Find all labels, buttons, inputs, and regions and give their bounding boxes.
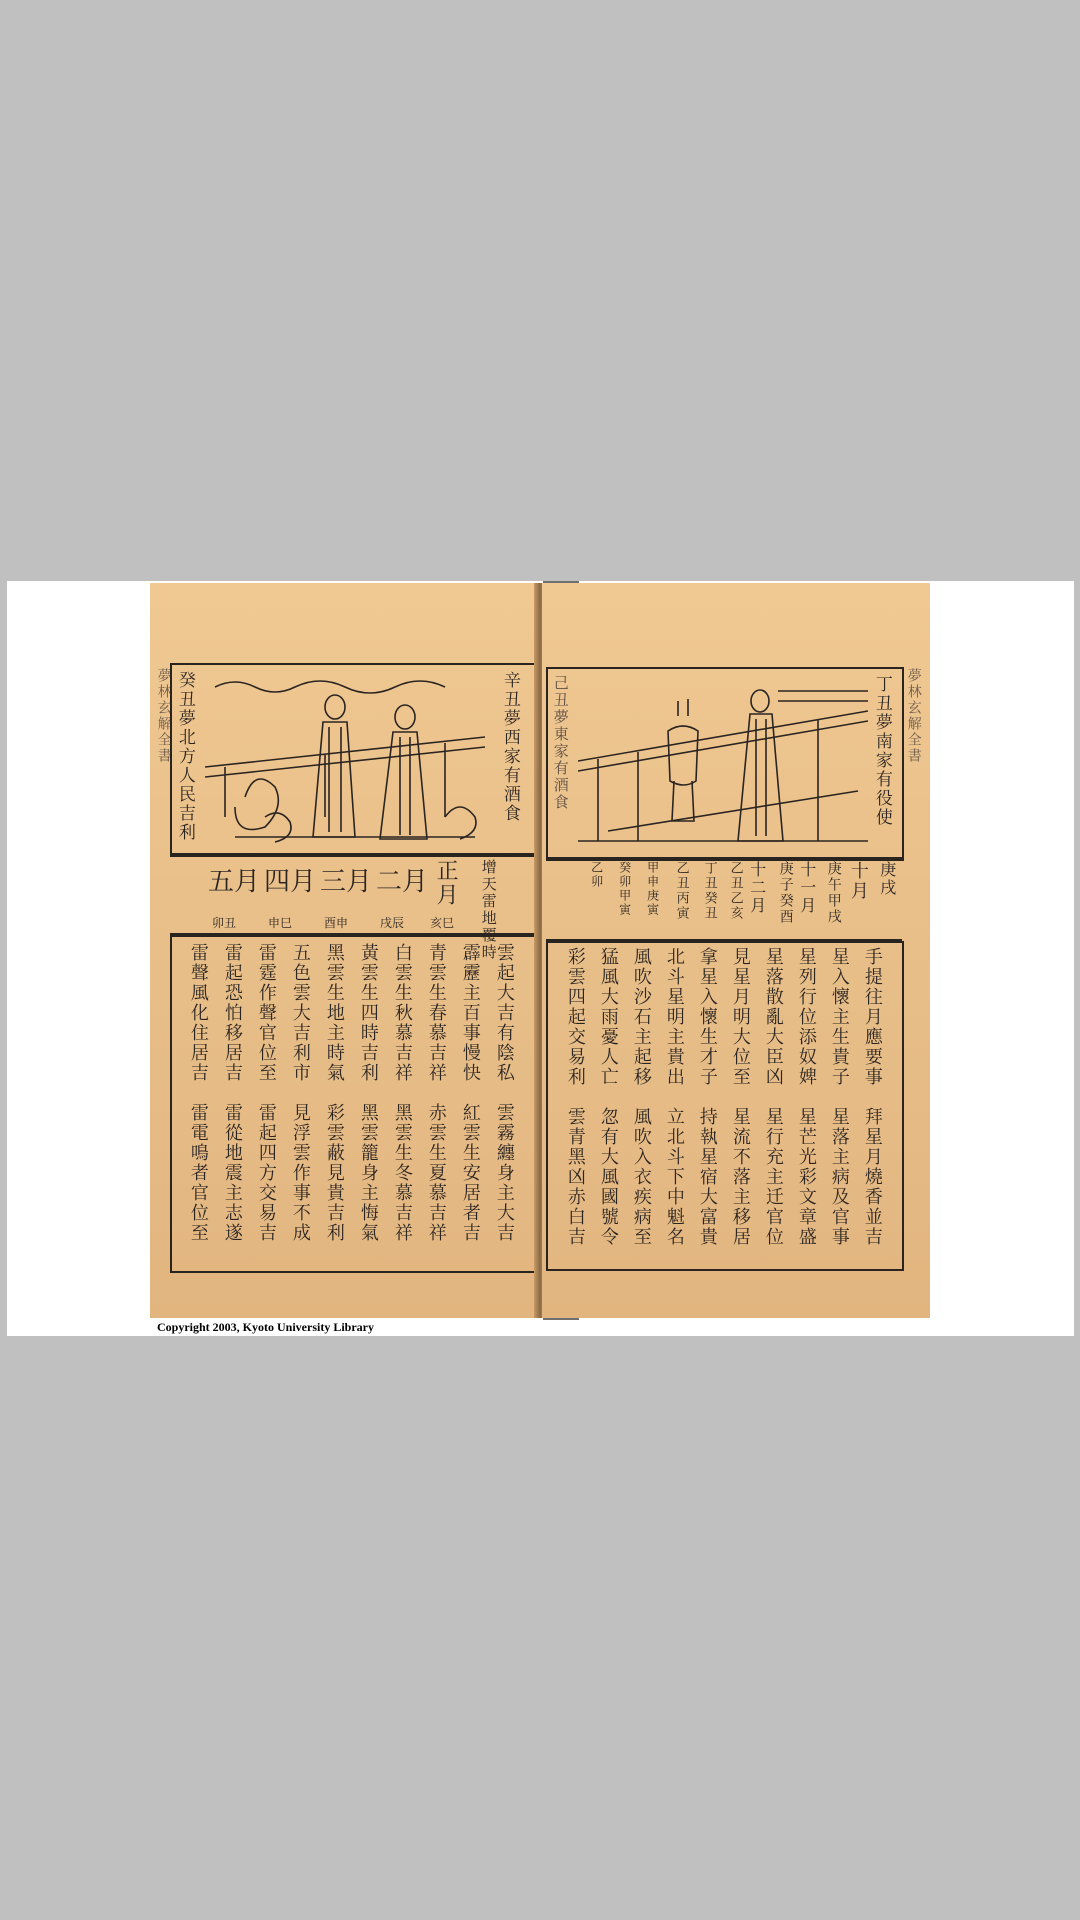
right-far-label: 庚戌 (877, 861, 897, 897)
month-branches: 酉申 (324, 916, 349, 930)
right-text-column-lower: 立北斗下中魁名 (663, 1107, 685, 1247)
left-page-edge-title: 夢林玄解全書 (155, 668, 172, 764)
left-text-column: 雲起大吉有陰私 (493, 943, 515, 1083)
right-month-column-sub: 乙丑乙亥 (727, 861, 743, 921)
left-text-column: 黃雲生四時吉利 (357, 943, 379, 1083)
right-text-column-lower: 持執星宿大富貴 (696, 1107, 718, 1247)
right-month-column-sub: 庚午甲戌 (825, 861, 842, 925)
left-text-column: 黑雲生地主時氣 (323, 943, 345, 1083)
month-branches: 戌辰 (380, 916, 405, 930)
left-text-column-lower: 見浮雲作事不成 (289, 1103, 311, 1243)
left-text-column: 雷聲風化住居吉 (187, 943, 209, 1083)
right-illustration-caption-right: 丁丑夢南家有役使 (871, 675, 892, 827)
right-month-column: 乙丑丙寅 (673, 861, 689, 921)
right-illustration-caption-left: 己丑夢東家有酒食 (551, 675, 570, 811)
right-text-column: 星列行位添奴婢 (795, 947, 817, 1087)
left-text-column-lower: 雷起四方交易吉 (255, 1103, 277, 1243)
month-label: 五月 (208, 867, 261, 897)
right-text-column-lower: 星芒光彩文章盛 (795, 1107, 817, 1247)
left-illustration-caption-right: 辛丑夢西家有酒食 (499, 671, 520, 823)
left-text-column-lower: 彩雲蔽見貴吉利 (323, 1103, 345, 1243)
left-month-cell (316, 857, 372, 931)
right-text-column-lower: 忽有大風國號令 (597, 1107, 619, 1247)
left-text-column: 白雲生秋慕吉祥 (391, 943, 413, 1083)
right-month-column: 十月 (847, 861, 869, 901)
copyright-caption: Copyright 2003, Kyoto University Library (157, 1320, 374, 1334)
left-text-column: 霹靂主百事慢快 (459, 943, 481, 1083)
left-text-column-lower: 雲霧纏身主大吉 (493, 1103, 515, 1243)
left-text-column: 雷起恐怕移居吉 (221, 943, 243, 1083)
right-text-column-lower: 風吹入衣疾病至 (630, 1107, 652, 1247)
left-month-cell (204, 857, 260, 931)
right-text-column: 彩雲四起交易利 (564, 947, 586, 1087)
left-text-column-lower: 雷電鳴者官位至 (187, 1103, 209, 1243)
right-page-edge-title: 夢林玄解全書 (905, 668, 922, 764)
right-text-column-lower: 星行充主迁官位 (762, 1107, 784, 1247)
month-branches: 亥巳 (430, 916, 455, 930)
right-month-row-top-border (546, 857, 902, 859)
month-label: 正月 (433, 859, 459, 907)
right-text-column: 風吹沙石主起移 (630, 947, 652, 1087)
right-text-column-lower: 拜星月燒香並吉 (861, 1107, 883, 1247)
month-branches: 卯丑 (212, 916, 237, 930)
left-text-column-lower: 雷從地震主志遂 (221, 1103, 243, 1243)
left-text-column: 青雲生春慕吉祥 (425, 943, 447, 1083)
left-month-row-top-border (170, 853, 534, 855)
right-month-column: 乙卯 (589, 861, 604, 889)
month-branches: 申巳 (268, 916, 293, 930)
left-month-cell (430, 857, 468, 931)
right-text-column-lower: 星流不落主移居 (729, 1107, 751, 1247)
right-month-column: 甲申庚寅 (645, 861, 660, 917)
right-month-column: 癸卯甲寅 (617, 861, 632, 917)
right-text-column: 猛風大雨憂人亡 (597, 947, 619, 1087)
right-woodcut-illustration (578, 671, 868, 853)
right-page (542, 583, 930, 1318)
right-text-column: 見星月明大位至 (729, 947, 751, 1087)
right-text-column: 星落散亂大臣凶 (762, 947, 784, 1087)
right-text-column: 手提往月應要事 (861, 947, 883, 1087)
left-text-column-lower: 赤雲生夏慕吉祥 (425, 1103, 447, 1243)
left-text-column-lower: 黑雲籠身主悔氣 (357, 1103, 379, 1243)
left-month-cell (260, 857, 316, 931)
left-woodcut-illustration (205, 667, 495, 849)
right-text-column-lower: 星落主病及官事 (828, 1107, 850, 1247)
month-label: 二月 (376, 867, 429, 897)
right-text-column: 星入懷主生貴子 (828, 947, 850, 1087)
left-month-cell (372, 857, 428, 931)
right-text-column: 北斗星明主貴出 (663, 947, 685, 1087)
right-month-column: 十一月 (797, 861, 817, 915)
left-text-column-lower: 紅雲生安居者吉 (459, 1103, 481, 1243)
left-text-column-lower: 黑雲生冬慕吉祥 (391, 1103, 413, 1243)
left-text-column: 五色雲大吉利市 (289, 943, 311, 1083)
right-text-column-lower: 雲青黑凶赤白吉 (564, 1107, 586, 1247)
right-text-column: 拿星入懷生才子 (696, 947, 718, 1087)
left-text-column: 雷霆作聲官位至 (255, 943, 277, 1083)
right-month-column-sub: 庚子癸酉 (777, 861, 794, 925)
left-illustration-caption-left: 癸丑夢北方人民吉利 (174, 671, 195, 842)
month-label: 三月 (320, 867, 373, 897)
right-month-column: 丁丑癸丑 (701, 861, 717, 921)
right-month-column: 十二月 (747, 861, 767, 915)
left-month-note: 增天雷地覆時 (479, 859, 498, 961)
month-label: 四月 (264, 867, 317, 897)
book-spread (150, 583, 930, 1318)
left-page (150, 583, 538, 1318)
